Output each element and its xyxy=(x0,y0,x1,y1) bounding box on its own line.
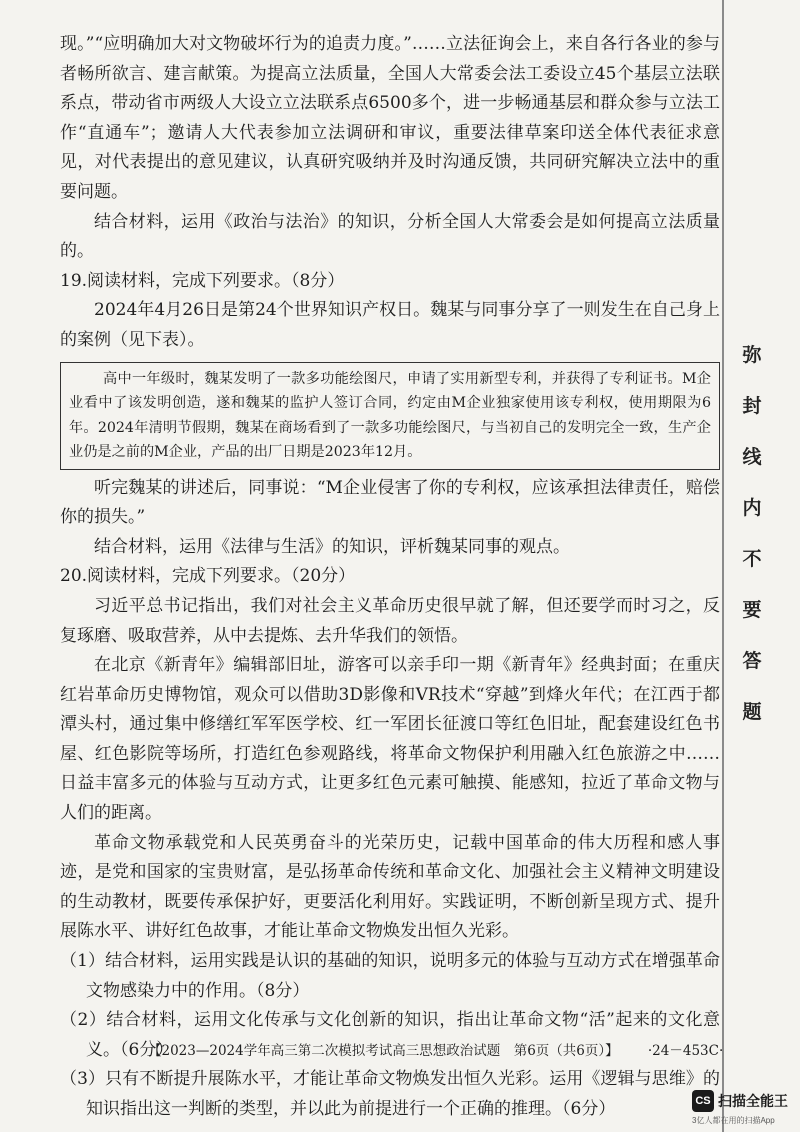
seal-line-notice xyxy=(732,330,772,738)
footer-title: 【2023—2024学年高三第二次模拟考试高三思想政治试题 第6页（共6页）】 xyxy=(148,1043,612,1059)
scanner-name: 扫描全能王 xyxy=(718,1093,788,1109)
q19-colleague-remark: 听完魏某的讲述后，同事说：“M企业侵害了你的专利权，应该承担法律责任，赔偿你的损失。” xyxy=(60,477,720,528)
footer-code: ·24－453C· xyxy=(647,1043,724,1059)
seal-char: 题 xyxy=(742,701,762,723)
continuation-paragraph: 现。”“应明确加大对文物破坏行为的追责力度。”……立法征询会上，来自各行各业的参与者畅所欲言、建言献策。为提高立法质量，全国人大常委会法工委设立45个基层立法联系点，带动省市两级人大设立立法联系点6500多个，进一步畅通基层和群众参与立法工作“直通车”；邀请人大代表参加立法调研和审议，重要法律草案印送全体代表征求意见，对代表提出的意见建议，认真研究吸纳并及时沟通反馈，共同研究解决立法中的重要问题。 xyxy=(60,34,720,202)
q19-task: 结合材料，运用《法律与生活》的知识，评析魏某同事的观点。 xyxy=(94,536,570,557)
q20-subquestion-1: （1）结合材料，运用实践是认识的基础的知识，说明多元的体验与互动方式在增强革命文物感染力中的作用。（8分） xyxy=(60,951,720,1001)
seal-char: 不 xyxy=(742,548,762,570)
camscanner-logo-icon: CS xyxy=(692,1090,714,1112)
page-content xyxy=(60,30,720,1125)
page-footer xyxy=(148,1039,728,1059)
q20-heading: 20.阅读材料，完成下列要求。（20分） xyxy=(60,566,356,587)
scanner-tagline: 3亿人都在用的扫描App xyxy=(692,1116,775,1125)
seal-char: 封 xyxy=(742,395,762,417)
q19-case-box xyxy=(60,362,720,470)
q18-task: 结合材料，运用《政治与法治》的知识，分析全国人大常委会是如何提高立法质量的。 xyxy=(60,211,720,262)
q19-heading: 19.阅读材料，完成下列要求。（8分） xyxy=(60,270,345,291)
q20-subquestion-2: （2）结合材料，运用文化传承与文化创新的知识，指出让革命文物“活”起来的文化意义。（6分） xyxy=(60,1010,720,1060)
seal-char: 线 xyxy=(742,446,762,468)
q20-material-3: 革命文物承载党和人民英勇奋斗的光荣历史，记载中国革命的伟大历程和感人事迹，是党和国家的宝贵财富，是弘扬革命传统和革命文化、加强社会主义精神文明建设的生动教材，既要传承保护好，更要活化利用好。实践证明，不断创新呈现方式、提升展陈水平、讲好红色故事，才能让革命文物焕发出恒久光彩。 xyxy=(60,832,720,942)
seal-char: 弥 xyxy=(742,344,762,366)
seal-char: 答 xyxy=(742,650,762,672)
q20-material-1: 习近平总书记指出，我们对社会主义革命历史很早就了解，但还要学而时习之，反复琢磨、吸取营养，从中去提炼、去升华我们的领悟。 xyxy=(60,595,720,646)
q20-material-2: 在北京《新青年》编辑部旧址，游客可以亲手印一期《新青年》经典封面；在重庆红岩革命历史博物馆，观众可以借助3D影像和VR技术“穿越”到烽火年代；在江西于都潭头村，通过集中修缮红军军医学校、红一军团长征渡口等红色旧址，配套建设红色书屋、红色影院等场所，打造红色参观路线，将革命文物保护利用融入红色旅游之中……日益丰富多元的体验与互动方式，让更多红色元素可触摸、能感知，拉近了革命文物与人们的距离。 xyxy=(60,655,720,824)
seal-char: 要 xyxy=(742,599,762,621)
seal-line xyxy=(722,0,724,1132)
q19-intro: 2024年4月26日是第24个世界知识产权日。魏某与同事分享了一则发生在自己身上的案例（见下表）。 xyxy=(60,300,720,350)
q19-case-text: 高中一年级时，魏某发明了一款多功能绘图尺，申请了实用新型专利，并获得了专利证书。M企业看中了该发明创造，遂和魏某的监护人签订合同，约定由M企业独家使用该专利权，使用期限为6年。2024年清明节假期，魏某在商场看到了一款多功能绘图尺，与当初自己的发明完全一致，生产企业仍是之前的M企业，产品的出厂日期是2023年12月。 xyxy=(69,370,711,461)
scanner-watermark xyxy=(692,1090,792,1128)
q20-subquestion-3: （3）只有不断提升展陈水平，才能让革命文物焕发出恒久光彩。运用《逻辑与思维》的知识指出这一判断的类型，并以此为前提进行一个正确的推理。（6分） xyxy=(60,1069,720,1119)
seal-char: 内 xyxy=(742,497,762,519)
